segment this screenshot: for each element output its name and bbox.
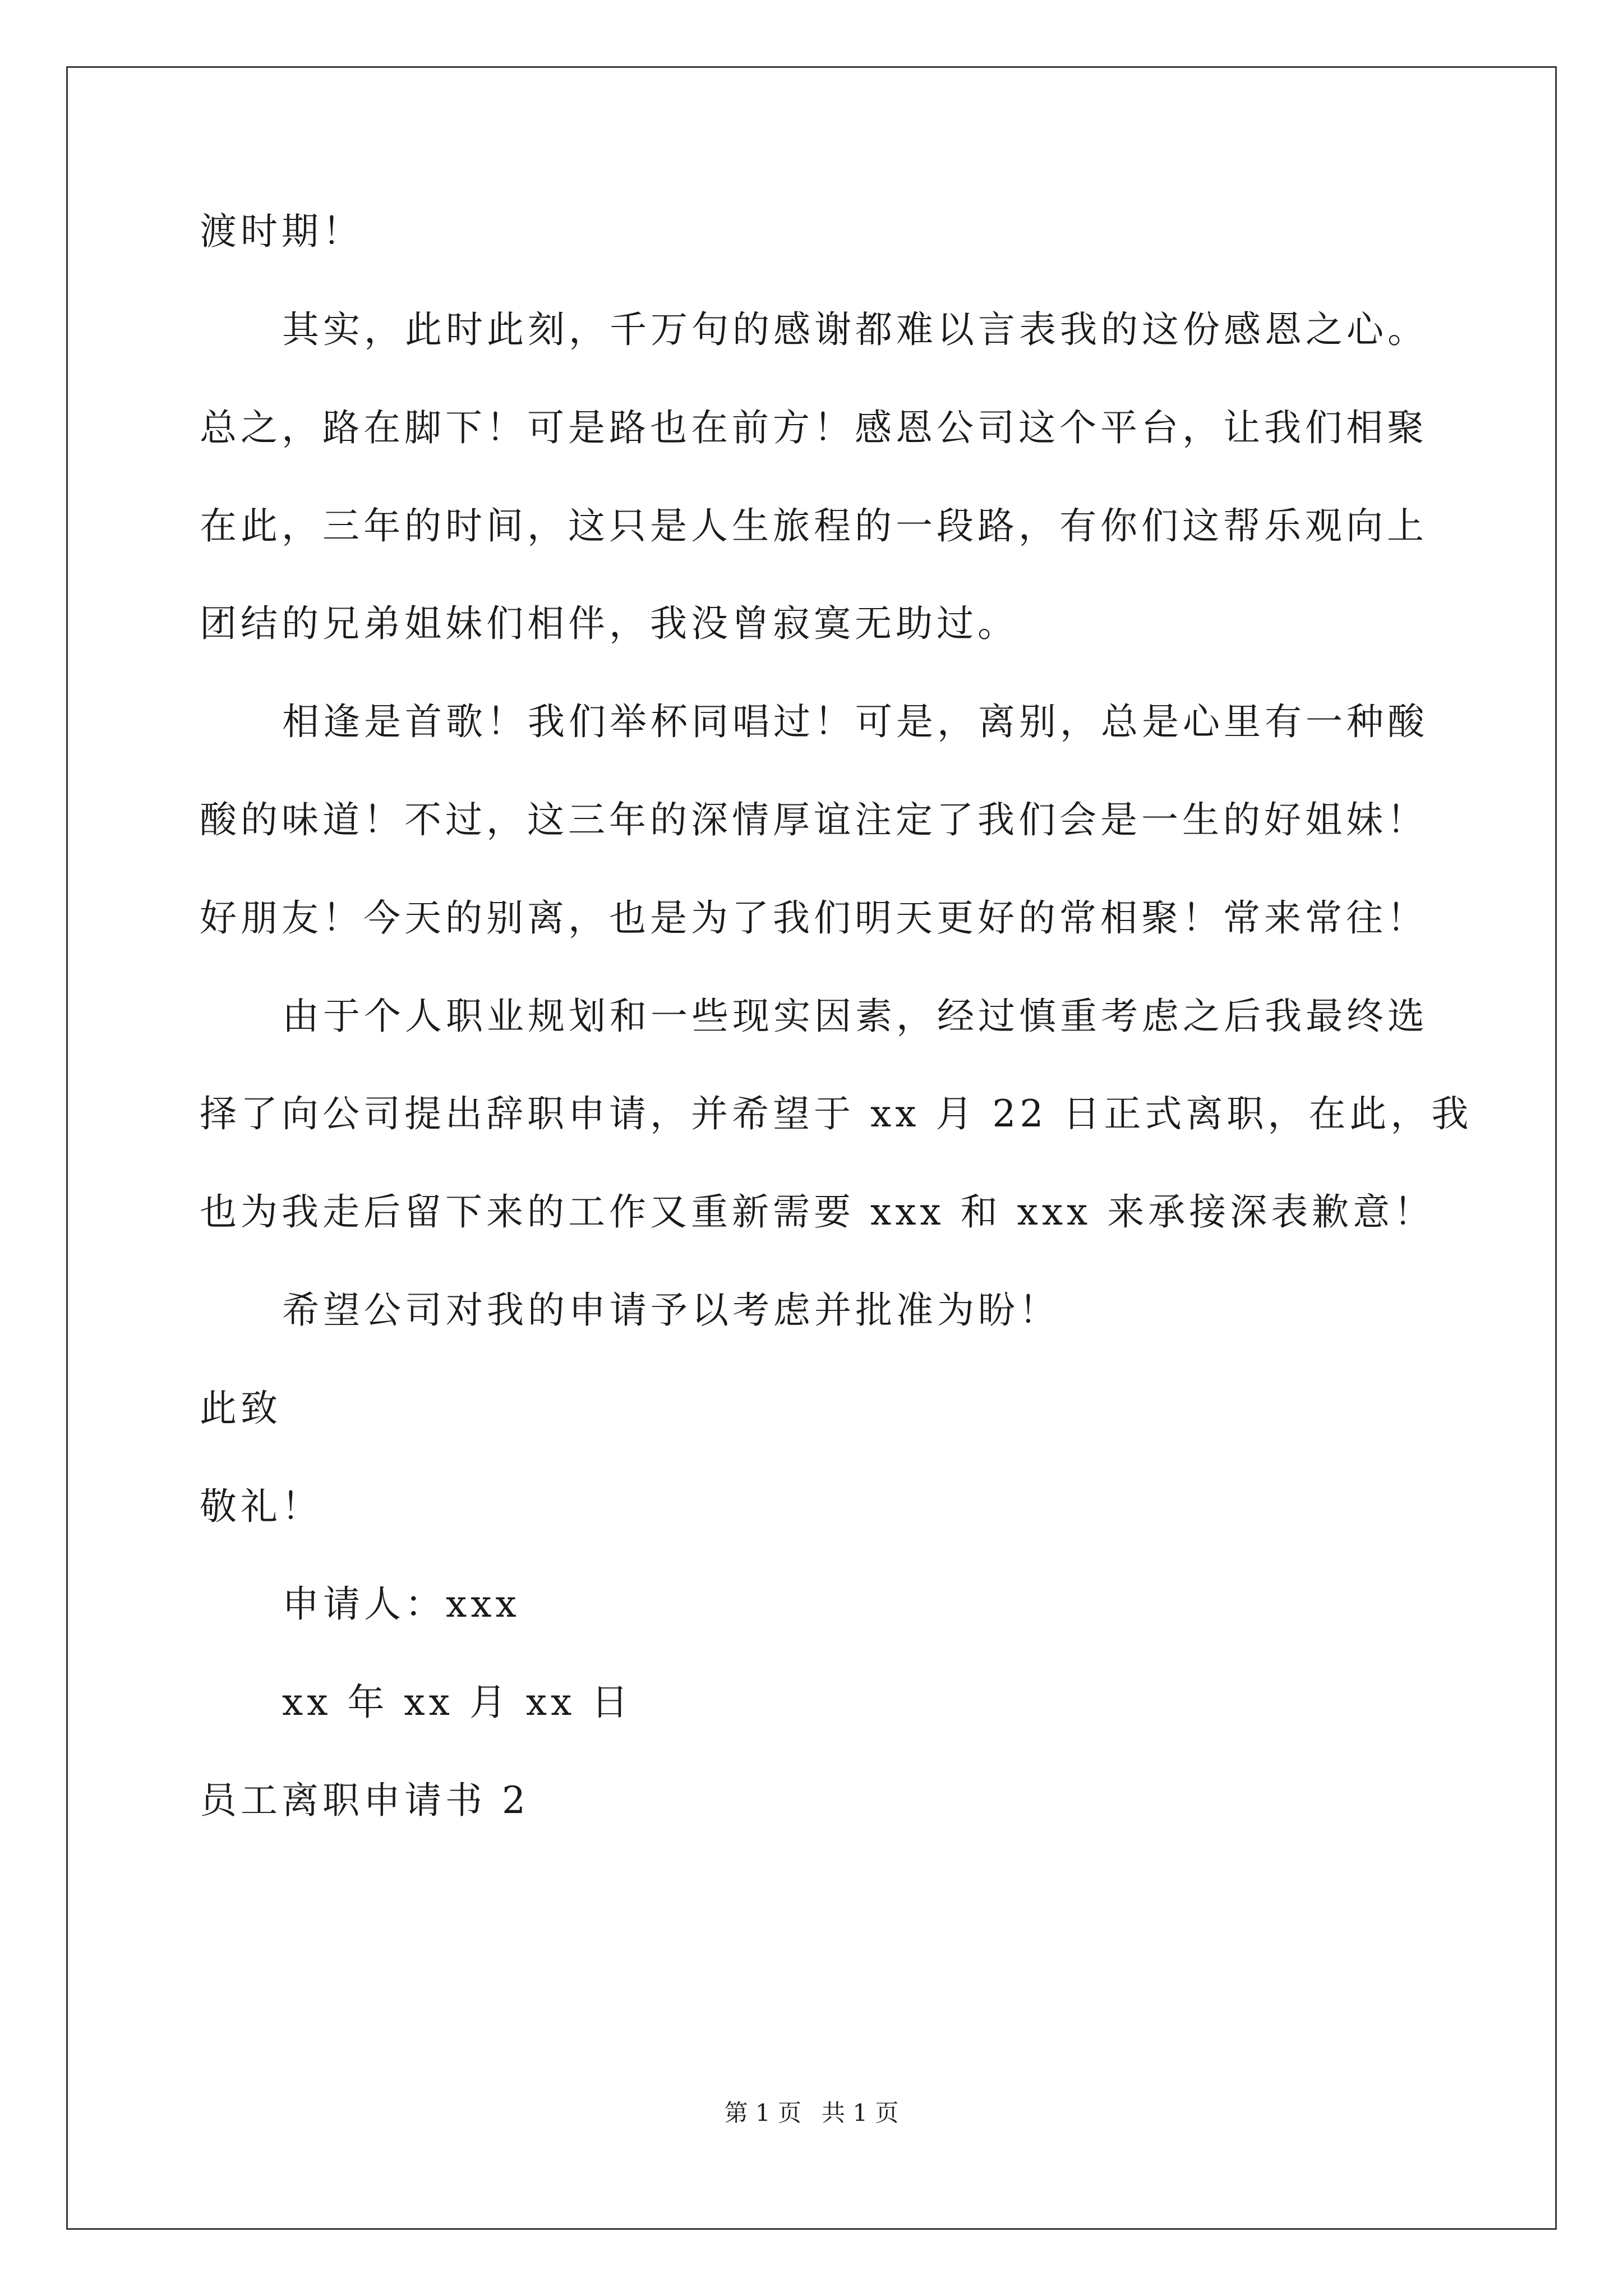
paragraph-line: 酸的味道！不过，这三年的深情厚谊注定了我们会是一生的好姐妹！	[200, 798, 1428, 841]
page-footer	[0, 2096, 1623, 2130]
paragraph-line: 在此，三年的时间，这只是人生旅程的一段路，有你们这帮乐观向上	[200, 504, 1428, 547]
paragraph-line: 也为我走后留下来的工作又重新需要 xxx 和 xxx 来承接深表歉意！	[200, 1190, 1435, 1234]
paragraph-line: 好朋友！今天的别离，也是为了我们明天更好的常相聚！常来常往！	[200, 896, 1428, 940]
paragraph-line: 渡时期！	[200, 210, 363, 253]
paragraph-line: 相逢是首歌！我们举杯同唱过！可是，离别，总是心里有一种酸	[282, 700, 1428, 743]
applicant-line: 申请人：xxx	[282, 1582, 520, 1626]
paragraph-line: 总之，路在脚下！可是路也在前方！感恩公司这个平台，让我们相聚	[200, 406, 1428, 449]
page-border	[66, 66, 1557, 2230]
date-line: xx 年 xx 月 xx 日	[282, 1681, 633, 1724]
greeting-line: 敬礼！	[200, 1485, 322, 1528]
salutation-line: 此致	[200, 1387, 282, 1430]
paragraph-line: 希望公司对我的申请予以考虑并批准为盼！	[282, 1289, 1060, 1332]
total-pages-label: 共 1 页	[822, 2099, 899, 2127]
paragraph-line: 其实，此时此刻，千万句的感谢都难以言表我的这份感恩之心。	[282, 308, 1428, 351]
section-title: 员工离职申请书 2	[200, 1779, 529, 1822]
paragraph-line: 由于个人职业规划和一些现实因素，经过慎重考虑之后我最终选	[282, 995, 1428, 1038]
current-page-label: 第 1 页	[724, 2099, 801, 2127]
paragraph-line: 择了向公司提出辞职申请，并希望于 xx 月 22 日正式离职，在此，我	[200, 1092, 1473, 1135]
paragraph-line: 团结的兄弟姐妹们相伴，我没曾寂寞无助过。	[200, 602, 1018, 645]
